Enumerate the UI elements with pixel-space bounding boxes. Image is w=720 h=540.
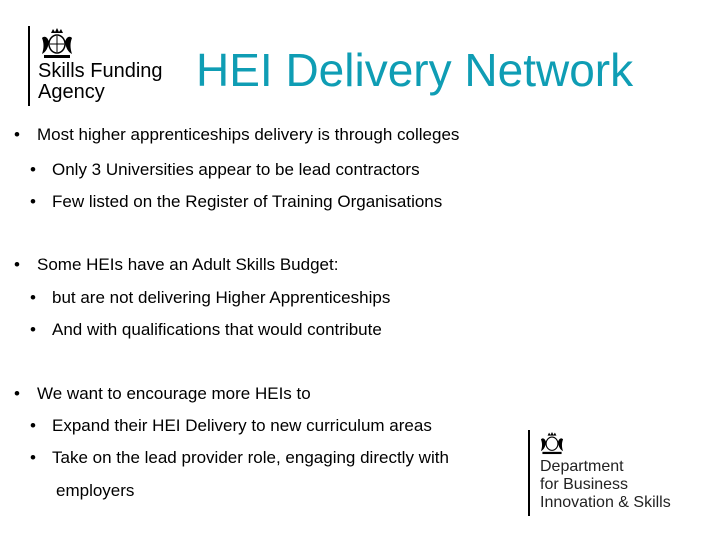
bullet-marker: • bbox=[14, 384, 20, 403]
bullet-marker: • bbox=[30, 416, 36, 435]
bullet-marker: • bbox=[30, 320, 36, 339]
bullet-text: Few listed on the Register of Training Organisations bbox=[52, 192, 443, 211]
bullet-text: Take on the lead provider role, engaging directly with bbox=[52, 448, 449, 467]
logo-divider bbox=[528, 430, 530, 516]
sfa-logo-line1: Skills Funding bbox=[38, 60, 163, 82]
bis-logo-text bbox=[540, 458, 671, 512]
sub-bullet-item bbox=[30, 288, 390, 308]
bullet-text: but are not delivering Higher Apprenticeships bbox=[52, 288, 391, 307]
bullet-continuation: employers bbox=[56, 481, 135, 500]
bis-logo-line2: for Business bbox=[540, 476, 629, 493]
bullet-marker: • bbox=[14, 255, 20, 274]
sfa-logo-line2: Agency bbox=[38, 81, 105, 103]
bullet-item bbox=[14, 255, 338, 275]
sub-bullet-item bbox=[30, 192, 442, 212]
bullet-marker: • bbox=[30, 288, 36, 307]
royal-crest-icon bbox=[538, 430, 566, 456]
bullet-item bbox=[14, 125, 459, 145]
bis-logo-line3: Innovation & Skills bbox=[540, 494, 671, 511]
bullet-marker: • bbox=[30, 160, 36, 179]
bullet-marker: • bbox=[14, 125, 20, 144]
sub-bullet-item bbox=[30, 320, 382, 340]
bullet-text: Expand their HEI Delivery to new curriculum areas bbox=[52, 416, 432, 435]
bis-department-logo bbox=[528, 430, 708, 520]
bullet-item bbox=[14, 384, 311, 404]
bullet-marker: • bbox=[30, 448, 36, 467]
bullet-text: We want to encourage more HEIs to bbox=[37, 384, 311, 403]
bullet-text: Only 3 Universities appear to be lead contractors bbox=[52, 160, 420, 179]
sub-bullet-item bbox=[30, 160, 420, 180]
bullet-text: Most higher apprenticeships delivery is through colleges bbox=[37, 125, 460, 144]
bullet-text: Some HEIs have an Adult Skills Budget: bbox=[37, 255, 339, 274]
slide-title: HEI Delivery Network bbox=[196, 44, 634, 96]
bullet-text: And with qualifications that would contribute bbox=[52, 320, 382, 339]
bis-logo-line1: Department bbox=[540, 458, 624, 475]
bullet-marker: • bbox=[30, 192, 36, 211]
sub-bullet-item bbox=[30, 416, 432, 436]
sub-bullet-item bbox=[30, 448, 449, 468]
